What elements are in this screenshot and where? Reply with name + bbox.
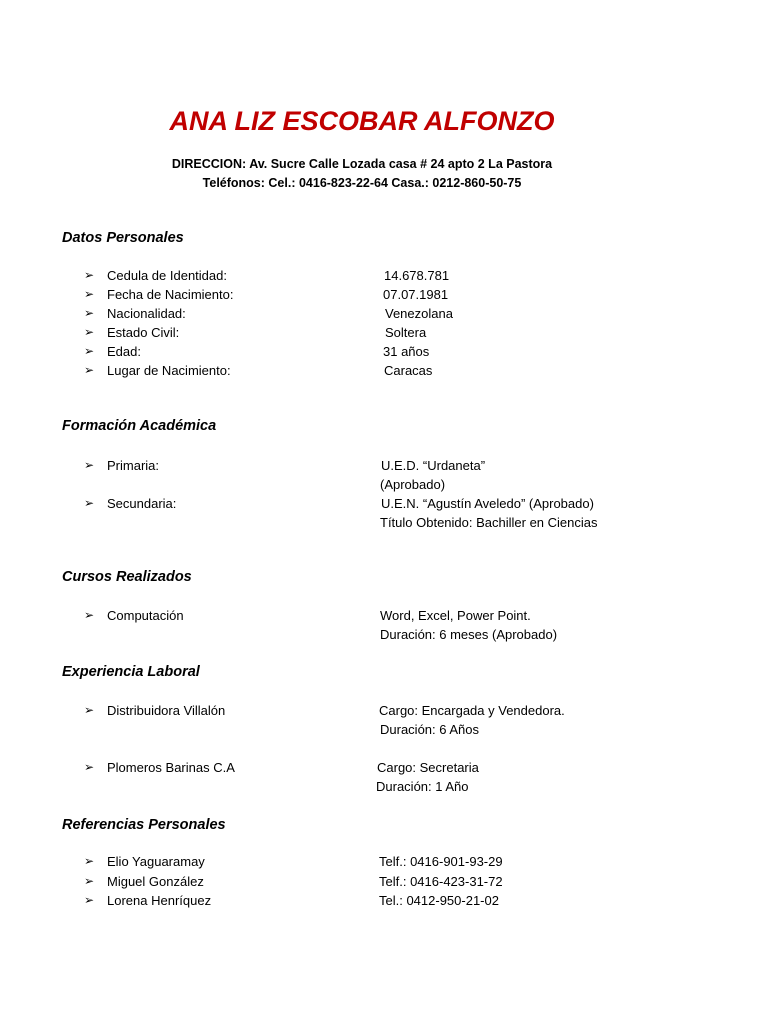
arrow-bullet-icon: ➢ (84, 268, 95, 282)
field-value: Tel.: 0412-950-21-02 (379, 893, 499, 908)
section-heading-experiencia-laboral: Experiencia Laboral (62, 664, 200, 680)
field-value: 07.07.1981 (383, 287, 449, 302)
section-heading-datos-personales: Datos Personales (62, 230, 184, 246)
field-value: Soltera (385, 325, 427, 340)
section-heading-formacion-academica: Formación Académica (62, 418, 217, 434)
field-value: U.E.D. “Urdaneta” (381, 458, 486, 473)
field-value: Cargo: Encargada y Vendedora. (379, 703, 565, 718)
field-value: Cargo: Secretaria (377, 760, 479, 775)
address-line: DIRECCION: Av. Sucre Calle Lozada casa # 24 apto 2 La Pastora (171, 157, 553, 171)
arrow-bullet-icon: ➢ (84, 893, 95, 907)
phones-line: Teléfonos: Cel.: 0416-823-22-64 Casa.: 0212-860-50-75 (202, 176, 522, 190)
arrow-bullet-icon: ➢ (84, 496, 95, 510)
section-heading-cursos-realizados: Cursos Realizados (62, 569, 192, 585)
field-value-detail: (Aprobado) (380, 477, 446, 492)
field-label: Lugar de Nacimiento: (107, 363, 231, 378)
field-label: Secundaria: (107, 496, 177, 511)
arrow-bullet-icon: ➢ (84, 608, 95, 622)
arrow-bullet-icon: ➢ (84, 306, 95, 320)
field-label: Estado Civil: (107, 325, 180, 340)
field-label: Cedula de Identidad: (107, 268, 227, 283)
arrow-bullet-icon: ➢ (84, 874, 95, 888)
arrow-bullet-icon: ➢ (84, 325, 95, 339)
field-value-detail: Título Obtenido: Bachiller en Ciencias (380, 515, 598, 530)
field-value: U.E.N. “Agustín Aveledo” (Aprobado) (381, 496, 594, 511)
field-value: 14.678.781 (384, 268, 450, 283)
field-label: Primaria: (107, 458, 160, 473)
field-value: Telf.: 0416-901-93-29 (379, 854, 503, 869)
arrow-bullet-icon: ➢ (84, 344, 95, 358)
arrow-bullet-icon: ➢ (84, 760, 95, 774)
field-value-detail: Duración: 1 Año (376, 779, 469, 794)
section-heading-referencias-personales: Referencias Personales (62, 817, 226, 833)
field-value: Telf.: 0416-423-31-72 (379, 874, 503, 889)
field-label: Computación (107, 608, 184, 623)
arrow-bullet-icon: ➢ (84, 363, 95, 377)
field-value-detail: Duración: 6 Años (380, 722, 480, 737)
field-label: Edad: (107, 344, 141, 359)
field-label: Fecha de Nacimiento: (107, 287, 234, 302)
field-value: 31 años (383, 344, 430, 359)
arrow-bullet-icon: ➢ (84, 458, 95, 472)
field-label: Plomeros Barinas C.A (107, 760, 235, 775)
arrow-bullet-icon: ➢ (84, 854, 95, 868)
applicant-name: ANA LIZ ESCOBAR ALFONZO (169, 106, 555, 136)
field-value: Caracas (384, 363, 433, 378)
field-label: Distribuidora Villalón (107, 703, 226, 718)
field-label: Lorena Henríquez (107, 893, 212, 908)
arrow-bullet-icon: ➢ (84, 287, 95, 301)
arrow-bullet-icon: ➢ (84, 703, 95, 717)
field-label: Elio Yaguaramay (107, 854, 205, 869)
field-label: Miguel González (107, 874, 204, 889)
field-label: Nacionalidad: (107, 306, 186, 321)
field-value: Venezolana (385, 306, 453, 321)
field-value-detail: Duración: 6 meses (Aprobado) (380, 627, 558, 642)
field-value: Word, Excel, Power Point. (380, 608, 531, 623)
